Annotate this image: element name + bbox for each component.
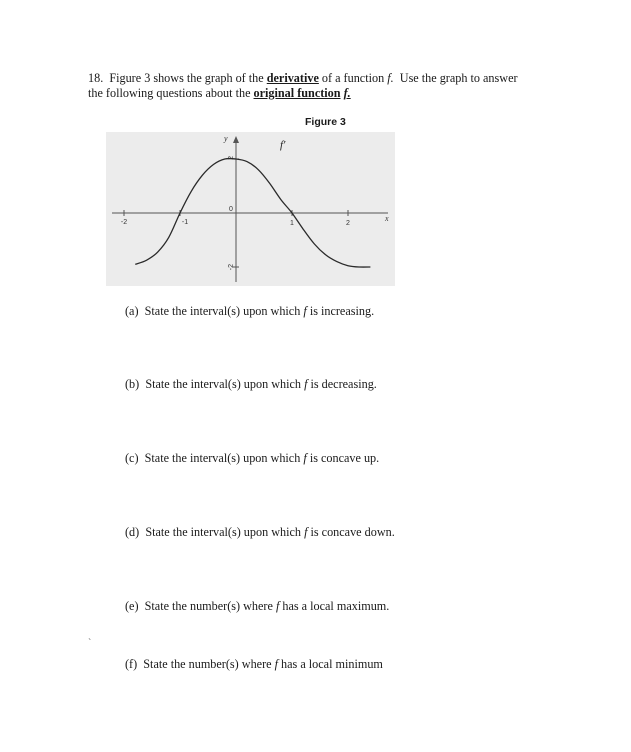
function-name: f. bbox=[387, 71, 394, 85]
part-function: f bbox=[275, 599, 280, 613]
part-letter: (d) bbox=[125, 525, 140, 539]
part-letter: (f) bbox=[125, 657, 138, 671]
question-18-intro bbox=[88, 71, 568, 100]
part-letter: (e) bbox=[125, 599, 139, 613]
part-text: is decreasing. bbox=[310, 377, 377, 391]
intro-line-2 bbox=[88, 86, 568, 101]
part-text: has a local minimum bbox=[281, 657, 383, 671]
part-letter: (b) bbox=[125, 377, 140, 391]
x-tick-label: -1 bbox=[181, 219, 189, 226]
part-text: State the interval(s) upon which bbox=[144, 304, 301, 318]
function-name: f. bbox=[343, 85, 351, 100]
x-tick-label: 2 bbox=[346, 220, 350, 227]
graph-canvas bbox=[106, 132, 395, 286]
part-text: State the interval(s) upon which bbox=[144, 451, 301, 465]
part-letter: (a) bbox=[125, 304, 139, 318]
derivative-label: f′ bbox=[280, 139, 286, 151]
x-tick-label: 1 bbox=[290, 220, 294, 227]
intro-text: of a function bbox=[321, 71, 385, 85]
part-function: f bbox=[303, 451, 307, 465]
part-text: is increasing. bbox=[309, 304, 375, 318]
part-text: is concave down. bbox=[310, 525, 395, 539]
derivative-graph bbox=[106, 132, 395, 286]
intro-text: Figure 3 shows the graph of the bbox=[109, 71, 264, 85]
intro-text: the following questions about the bbox=[88, 85, 251, 100]
part-text: State the interval(s) upon which bbox=[145, 377, 302, 391]
part-letter: (c) bbox=[125, 451, 139, 465]
part-f bbox=[125, 657, 383, 672]
part-c bbox=[125, 451, 379, 466]
part-a bbox=[125, 304, 374, 319]
part-b bbox=[125, 377, 377, 392]
y-tick-label: -2 bbox=[228, 264, 235, 271]
stray-mark: ` bbox=[88, 638, 92, 649]
intro-line-1 bbox=[88, 71, 568, 86]
question-number: 18. bbox=[88, 71, 104, 85]
part-function: f bbox=[303, 304, 307, 318]
part-d bbox=[125, 525, 395, 540]
part-function: f bbox=[304, 525, 308, 539]
part-text: State the number(s) where bbox=[143, 657, 272, 671]
y-axis-label: y bbox=[224, 134, 228, 143]
part-function: f bbox=[274, 657, 278, 671]
part-text: State the interval(s) upon which bbox=[145, 525, 302, 539]
original-function-emphasis: original function bbox=[253, 85, 341, 100]
part-e bbox=[125, 599, 389, 614]
part-text: has a local maximum. bbox=[282, 599, 390, 613]
figure-caption: Figure 3 bbox=[305, 116, 346, 128]
intro-text: Use the graph to answer bbox=[399, 71, 518, 85]
y-axis-arrow-icon bbox=[233, 136, 239, 143]
y-tick-label: 2 bbox=[228, 156, 235, 160]
x-tick-label: 0 bbox=[229, 206, 233, 213]
part-text: State the number(s) where bbox=[144, 599, 273, 613]
part-function: f bbox=[304, 377, 308, 391]
part-text: is concave up. bbox=[309, 451, 380, 465]
derivative-emphasis: derivative bbox=[266, 71, 319, 85]
x-axis-label: x bbox=[385, 214, 389, 223]
x-tick-label: -2 bbox=[120, 219, 128, 226]
